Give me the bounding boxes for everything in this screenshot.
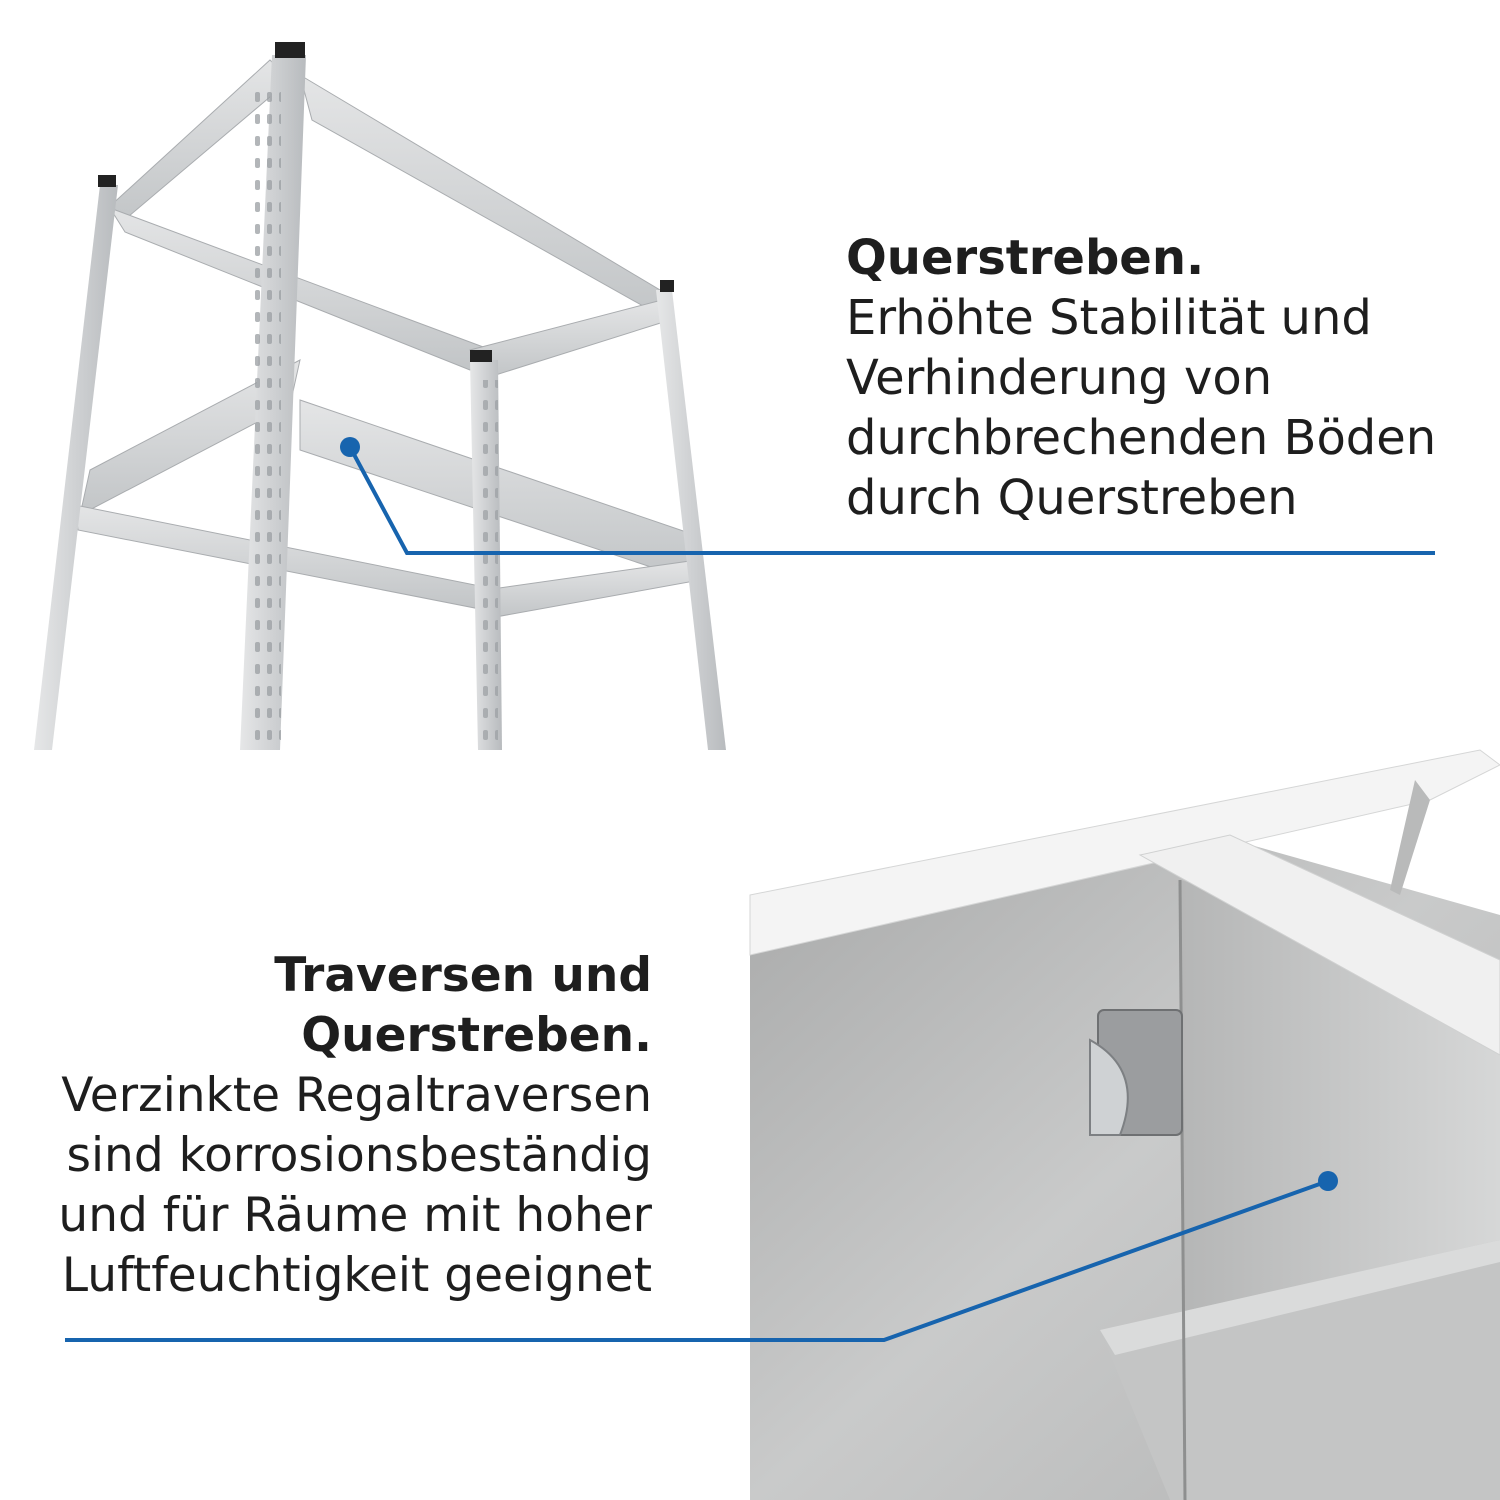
closeup-image <box>750 750 1500 1500</box>
feature-text-bottom <box>58 946 652 1306</box>
feature-line: Verhinderung von <box>846 350 1273 406</box>
feature-line: durch Querstreben <box>846 470 1298 526</box>
feature-line: und für Räume mit hoher <box>58 1188 652 1243</box>
feature-line: durchbrechenden Böden <box>846 410 1437 466</box>
shelf-rack-image <box>34 42 726 750</box>
feature-text-top <box>846 228 1436 528</box>
feature-title: Querstreben. <box>301 1008 652 1063</box>
feature-line: Verzinkte Regaltraversen <box>61 1068 652 1123</box>
feature-line: Erhöhte Stabilität und <box>846 290 1372 346</box>
feature-title: Querstreben. <box>846 230 1205 286</box>
feature-line: Luftfeuchtigkeit geeignet <box>61 1248 652 1303</box>
feature-title: Traversen und <box>274 948 652 1003</box>
feature-line: sind korrosionsbeständig <box>66 1128 652 1183</box>
